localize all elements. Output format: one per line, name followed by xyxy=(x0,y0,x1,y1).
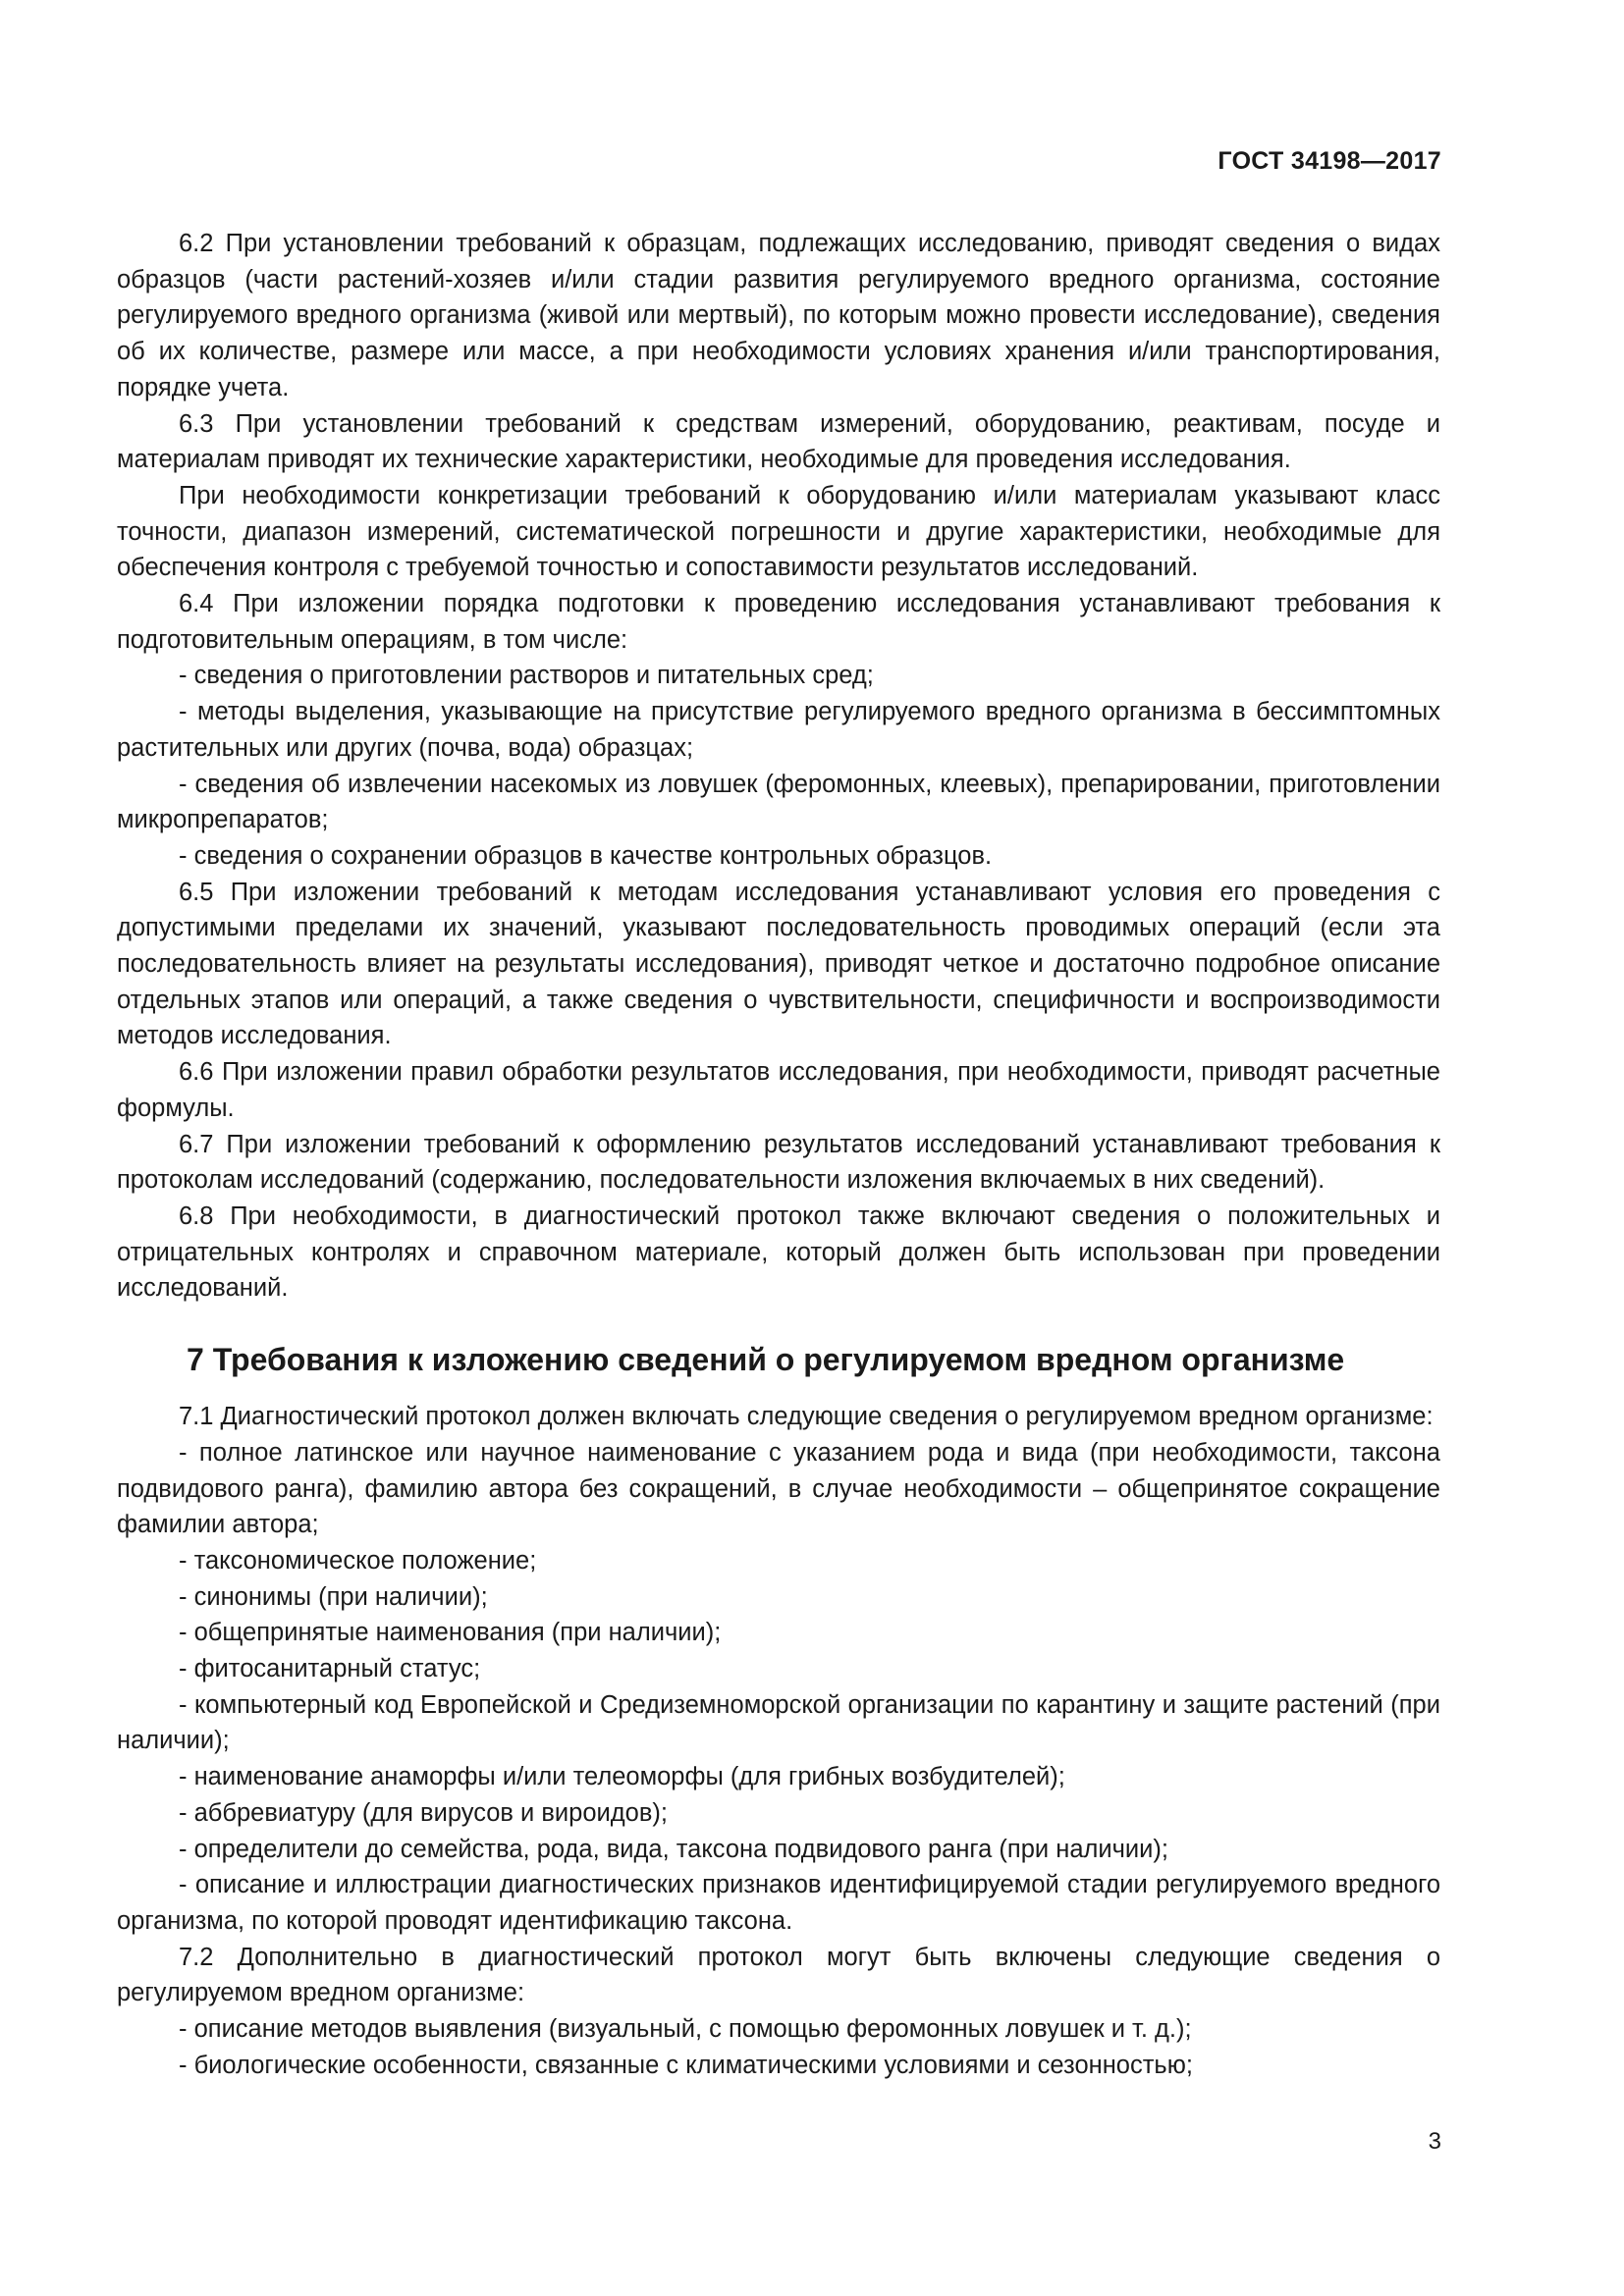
list-item: - наименование анаморфы и/или телеоморфы (для грибных возбудителей); xyxy=(179,1763,1065,1791)
paragraph-6-7: 6.7 При изложении требований к оформлению результатов исследований устанавливают требования к протоколам исследований (содержанию, последовательности изложения включаемых в них сведений). xyxy=(117,1130,1440,1195)
list-item: - определители до семейства, рода, вида, таксона подвидового ранга (при наличии); xyxy=(179,1835,1168,1863)
paragraph-6-8: 6.8 При необходимости, в диагностический протокол также включают сведения о положительных и отрицательных контролях и справочном материале, который должен быть использован при проведении исследований. xyxy=(117,1201,1440,1303)
paragraph-6-4: 6.4 При изложении порядка подготовки к проведению исследования устанавливают требования к подготовительным операциям, в том числе: xyxy=(117,590,1440,654)
list-item: - сведения об извлечении насекомых из ловушек (феромонных, клеевых), препарировании, приготовлении микропрепаратов; xyxy=(117,770,1440,834)
paragraph-6-6: 6.6 При изложении правил обработки результатов исследования, при необходимости, приводят расчетные формулы. xyxy=(117,1058,1440,1122)
paragraph-6-3-note: При необходимости конкретизации требований к оборудованию и/или материалам указывают класс точности, диапазон измерений, систематической погрешности и другие характеристики, необходимые для обеспечения контроля с требуемой точностью и сопоставимости результатов исследований. xyxy=(117,481,1440,582)
section-7-title: 7 Требования к изложению сведений о регулируемом вредном организме xyxy=(187,1342,1345,1378)
list-item: - сведения о приготовлении растворов и питательных сред; xyxy=(179,662,874,690)
list-item: - описание методов выявления (визуальный, с помощью феромонных ловушек и т. д.); xyxy=(179,2015,1192,2044)
list-item: - сведения о сохранении образцов в качестве контрольных образцов. xyxy=(179,841,993,870)
document-code: ГОСТ 34198—2017 xyxy=(1218,147,1441,175)
list-item: - биологические особенности, связанные с климатическими условиями и сезонностью; xyxy=(179,2051,1193,2079)
paragraph-7-2: 7.2 Дополнительно в диагностический протокол могут быть включены следующие сведения о регулируемом вредном организме: xyxy=(117,1943,1440,2007)
list-item: - синонимы (при наличии); xyxy=(179,1582,488,1611)
paragraph-6-5: 6.5 При изложении требований к методам исследования устанавливают условия его проведения с допустимыми пределами их значений, указывают последовательность проводимых операций (если эта последовательность влияет на результаты исследования), приводят четкое и достаточно подробное описание отдельных этапов или операций, а также сведения о чувствительности, специфичности и воспроизводимости методов исследования. xyxy=(117,878,1440,1050)
paragraph-6-3: 6.3 При установлении требований к средствам измерений, оборудованию, реактивам, посуде и материалам приводят их технические характеристики, необходимые для проведения исследования. xyxy=(117,409,1440,474)
list-item: - полное латинское или научное наименование с указанием рода и вида (при необходимости, таксона подвидового ранга), фамилию автора без сокращений, в случае необходимости – общепринятое сокращение фамилии автора; xyxy=(117,1438,1440,1539)
list-item: - фитосанитарный статус; xyxy=(179,1655,481,1683)
list-item: - методы выделения, указывающие на присутствие регулируемого вредного организма в бессимптомных растительных или других (почва, вода) образцах; xyxy=(117,698,1440,762)
list-item: - общепринятые наименования (при наличии); xyxy=(179,1619,722,1647)
document-body xyxy=(117,226,1440,2083)
page-number: 3 xyxy=(1428,2128,1441,2155)
list-item: - описание и иллюстрации диагностических признаков идентифицируемой стадии регулируемого вредного организма, по которой проводят идентификацию таксона. xyxy=(117,1871,1440,1935)
list-item: - компьютерный код Европейской и Средиземноморской организации по карантину и защите растений (при наличии); xyxy=(117,1690,1440,1755)
list-item: - таксономическое положение; xyxy=(179,1546,537,1575)
paragraph-6-2: 6.2 При установлении требований к образцам, подлежащих исследованию, приводят сведения о видах образцов (части растений-хозяев и/или стадии развития регулируемого вредного организма, состояние регулируемого вредного организма (живой или мертвый), по которым можно провести исследование), сведения об их количестве, размере или массе, а при необходимости условиях хранения и/или транспортирования, порядке учета. xyxy=(117,230,1440,401)
paragraph-7-1: 7.1 Диагностический протокол должен включать следующие сведения о регулируемом вредном организме: xyxy=(179,1403,1434,1431)
list-item: - аббревиатуру (для вирусов и вироидов); xyxy=(179,1798,668,1827)
